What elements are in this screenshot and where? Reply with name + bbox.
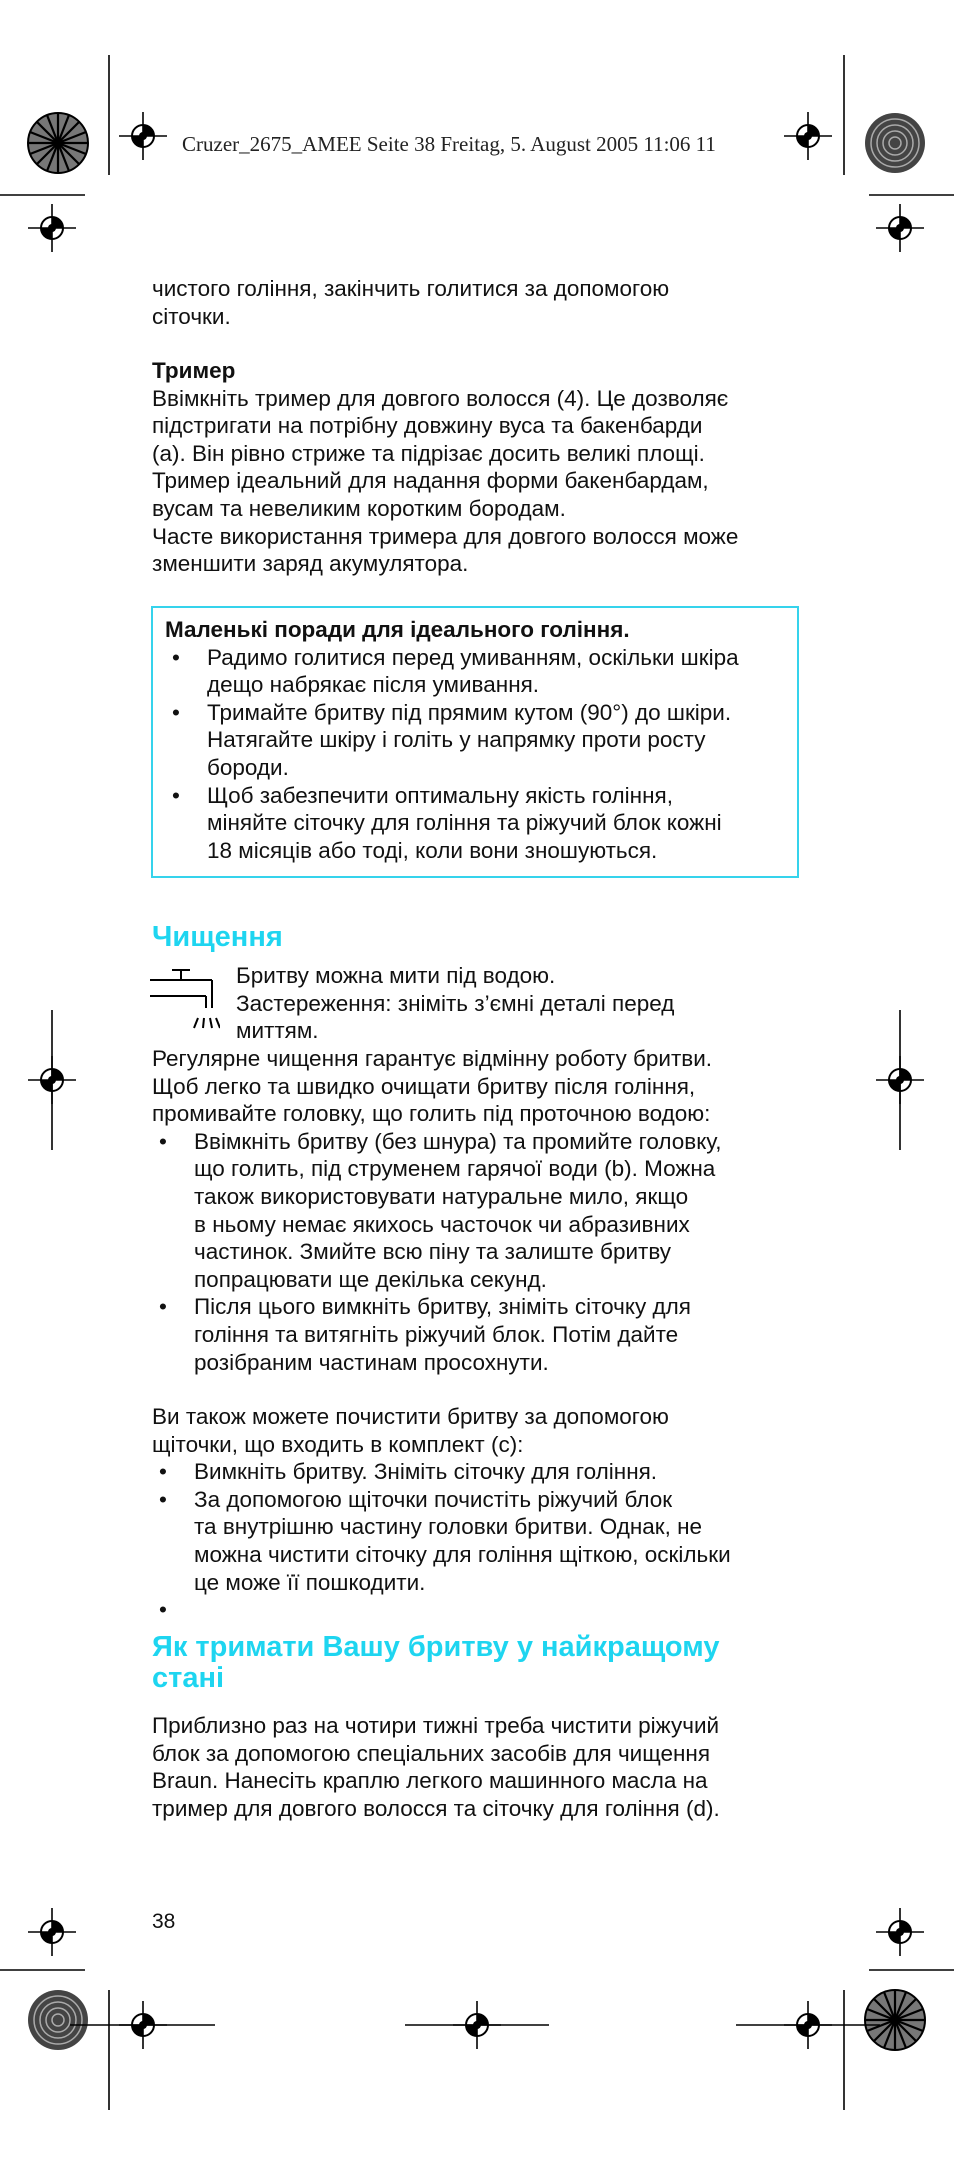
list-line: За допомогою щіточки почистіть ріжучий блок <box>194 1486 673 1512</box>
list-line: частинок. Змийте всю піну та залиште бритву <box>194 1239 672 1265</box>
maintenance-title <box>152 1632 812 1694</box>
list-line: в ньому немає якихось часточок чи абразивних <box>194 1211 690 1237</box>
tips-list <box>165 644 801 865</box>
print-slug-line: Cruzer_2675_AMEE Seite 38 Freitag, 5. August 2005 11:06 11 <box>182 132 716 156</box>
list-line: та внутрішню частину головки бритви. Однак, не <box>194 1514 703 1540</box>
maintenance-title-line: Як тримати Вашу бритву у найкращому <box>152 1631 720 1663</box>
intro-line: сіточки. <box>152 303 231 329</box>
tips-heading: Маленькі поради для ідеального гоління. <box>165 617 630 642</box>
list-line: міняйте сіточку для гоління та ріжучий блок кожні <box>207 810 722 836</box>
tips-content <box>165 616 801 864</box>
list-line: Після цього вимкніть бритву, зніміть сіточку для <box>194 1294 691 1320</box>
bullet-glyph: • <box>172 782 180 808</box>
trimmer-line: зменшити заряд акумулятора. <box>152 551 469 577</box>
trimmer-line: вусам та невеликим коротким бородам. <box>152 495 566 521</box>
bullet-glyph: • <box>172 699 180 725</box>
bullet-glyph: • <box>159 1128 167 1154</box>
bullet-glyph: • <box>159 1459 167 1485</box>
list-line: дещо набрякає після умивання. <box>207 672 540 698</box>
cleaning-title: Чищення <box>152 921 283 953</box>
list-line: Вимкніть бритву. Зніміть сіточку для гоління. <box>194 1459 658 1485</box>
list-item <box>152 1458 812 1486</box>
trimmer-line: Часте використання тримера для довгого волосся може <box>152 523 739 549</box>
intro-line: чистого гоління, закінчить голитися за допомогою <box>152 276 670 301</box>
cleaning-body <box>152 1045 812 1376</box>
trimmer-section <box>152 357 812 578</box>
trimmer-line: (a). Він рівно стриже та підрізає досить великі площі. <box>152 440 705 466</box>
page-number: 38 <box>152 1910 176 1933</box>
cleaning-line: Регулярне чищення гарантує відмінну роботу бритви. <box>152 1046 713 1071</box>
list-line: також використовувати натуральне мило, якщо <box>194 1183 689 1209</box>
list-line: що голить, під струменем гарячої води (b). Можна <box>194 1156 716 1182</box>
tips-box <box>151 606 799 878</box>
tap-line: Застереження: зніміть з’ємні деталі перед <box>236 990 675 1016</box>
list-line: можна чистити сіточку для гоління щіткою, оскільки <box>194 1541 731 1567</box>
list-line: Ввімкніть бритву (без шнура) та промийте головку, <box>194 1128 722 1154</box>
list-line: Натягайте шкіру і голіть у напрямку проти росту <box>207 727 706 753</box>
list-line: розібраним частинам просохнути. <box>194 1349 549 1375</box>
list-item <box>165 699 801 782</box>
tap-note <box>236 962 796 1045</box>
maintenance-line: тример для довгого волосся та сіточку для гоління (d). <box>152 1795 720 1821</box>
maintenance-line: блок за допомогою спеціальних засобів для чищення <box>152 1740 711 1766</box>
list-item <box>165 782 801 865</box>
bullet-glyph: • <box>159 1486 167 1512</box>
bullet-glyph: • <box>159 1597 167 1623</box>
cleaning-line: промивайте головку, що голить під проточною водою: <box>152 1101 711 1127</box>
brush-line: Ви також можете почистити бритву за допомогою <box>152 1404 669 1429</box>
list-line: 18 місяців або тоді, коли вони зношуються. <box>207 837 658 863</box>
brush-line: щіточки, що входить в комплект (c): <box>152 1431 524 1457</box>
cleaning-line: Щоб легко та швидко очищати бритву після гоління, <box>152 1073 696 1099</box>
cleaning-list <box>152 1128 812 1376</box>
tap-line: миттям. <box>236 1018 319 1044</box>
list-line: Радимо голитися перед умиванням, оскільки шкіра <box>207 644 739 670</box>
list-item <box>165 644 801 699</box>
intro-paragraph <box>152 275 812 330</box>
tap-line: Бритву можна мити під водою. <box>236 963 556 988</box>
list-item <box>152 1596 812 1624</box>
trimmer-line: Тример ідеальний для надання форми бакенбардам, <box>152 468 709 494</box>
list-line: бороди. <box>207 754 289 780</box>
list-line: Тримайте бритву під прямим кутом (90°) до шкіри. <box>207 699 732 725</box>
water-tap-icon <box>150 968 220 1034</box>
list-item <box>152 1293 812 1376</box>
bullet-glyph: • <box>159 1294 167 1320</box>
trimmer-line: Ввімкніть тример для довгого волосся (4). Це дозволяє <box>152 385 729 411</box>
cleaning-section-title <box>152 922 812 953</box>
maintenance-title-line: стані <box>152 1662 225 1694</box>
maintenance-line: Braun. Нанесіть краплю легкого машинного масла на <box>152 1768 708 1794</box>
list-item <box>152 1128 812 1294</box>
list-line: попрацювати ще декілька секунд. <box>194 1266 547 1292</box>
trimmer-heading: Тример <box>152 358 236 383</box>
brush-list <box>152 1458 812 1624</box>
list-item <box>152 1486 812 1596</box>
maintenance-line: Приблизно раз на чотири тижні треба чистити ріжучий <box>152 1713 720 1738</box>
brush-section <box>152 1403 812 1624</box>
bullet-glyph: • <box>172 644 180 670</box>
list-line: Щоб забезпечити оптимальну якість гоління, <box>207 782 673 808</box>
list-line: це може її пошкодити. <box>194 1569 426 1595</box>
list-line: гоління та витягніть ріжучий блок. Потім дайте <box>194 1321 679 1347</box>
trimmer-line: підстригати на потрібну довжину вуса та бакенбарди <box>152 413 703 439</box>
maintenance-section <box>152 1632 812 1822</box>
